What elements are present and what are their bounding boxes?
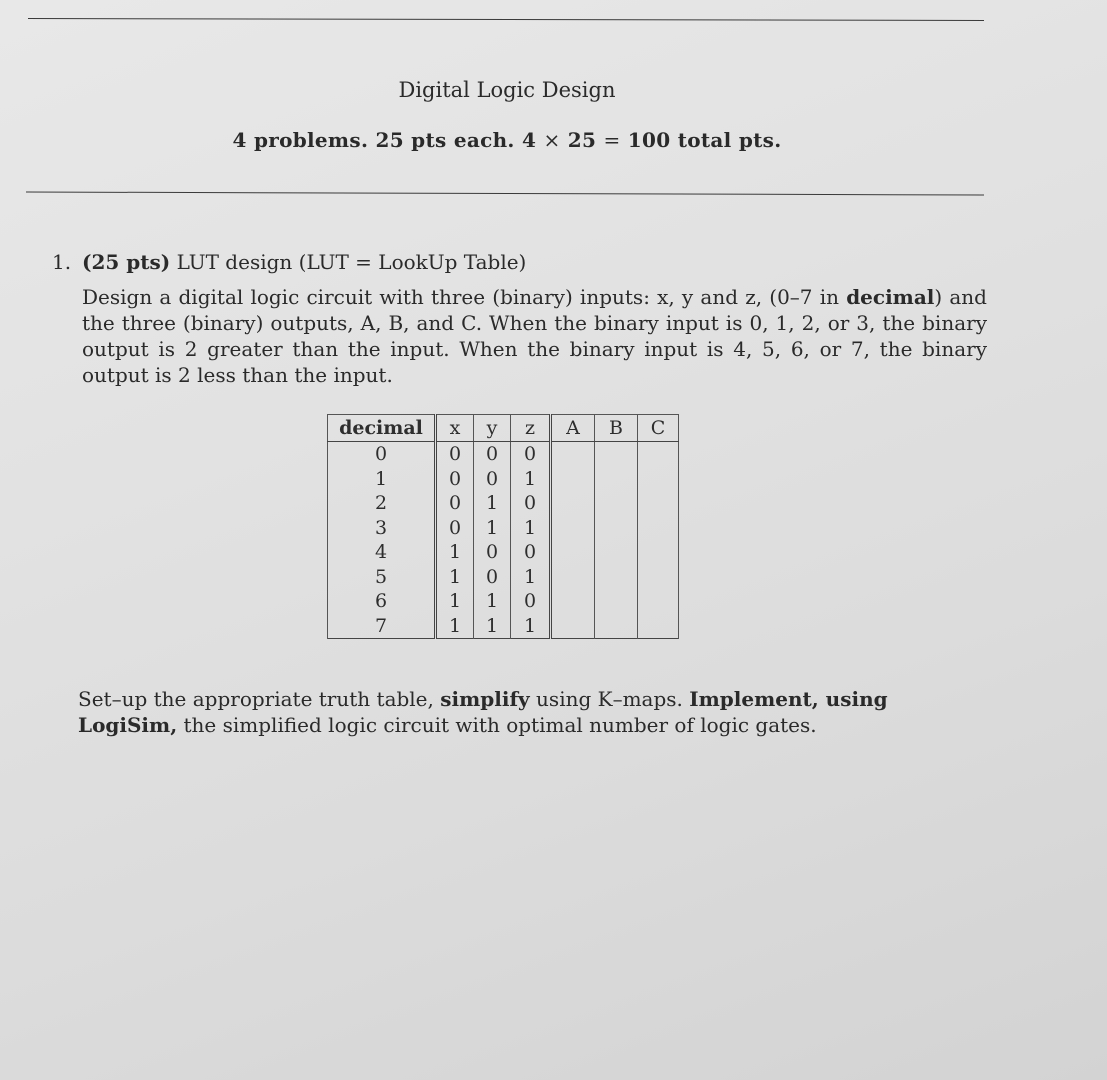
header-x: x bbox=[436, 415, 474, 442]
cell-x: 0 bbox=[436, 491, 474, 516]
desc-bold: decimal bbox=[846, 285, 935, 309]
cell-z: 0 bbox=[511, 589, 551, 614]
cell-x: 0 bbox=[436, 467, 474, 492]
cell-decimal: 0 bbox=[328, 442, 436, 467]
instructions bbox=[78, 686, 986, 738]
cell-b bbox=[595, 491, 638, 516]
cell-decimal: 5 bbox=[328, 565, 436, 590]
cell-c bbox=[638, 589, 679, 614]
summary-text: 4 problems. 25 pts each. 4 bbox=[232, 128, 537, 152]
cell-x: 1 bbox=[436, 589, 474, 614]
cell-y: 0 bbox=[474, 467, 511, 492]
cell-c bbox=[638, 491, 679, 516]
document-title: Digital Logic Design bbox=[398, 78, 616, 102]
cell-c bbox=[638, 540, 679, 565]
cell-x: 0 bbox=[436, 516, 474, 541]
problem-heading bbox=[52, 248, 987, 276]
truth-table-header bbox=[328, 415, 679, 442]
table-row bbox=[328, 540, 679, 565]
cell-a bbox=[551, 467, 595, 492]
instructions-bold-simplify: simplify bbox=[440, 687, 530, 711]
cell-x: 0 bbox=[436, 442, 474, 467]
cell-c bbox=[638, 442, 679, 467]
table-row bbox=[328, 442, 679, 467]
equals-symbol: = bbox=[603, 128, 621, 152]
problem-description bbox=[82, 284, 987, 388]
middle-rule bbox=[26, 191, 984, 195]
cell-b bbox=[595, 540, 638, 565]
cell-c bbox=[638, 614, 679, 639]
cell-y: 0 bbox=[474, 442, 511, 467]
cell-x: 1 bbox=[436, 614, 474, 639]
cell-decimal: 7 bbox=[328, 614, 436, 639]
desc-part-2: ) and the three (binary) outputs, A, B, and C. When the binary input is 0, 1, 2, or 3, the binary output is 2 greater than the input. When the binary input is 4, 5, 6, or 7, the binary output is 2 less than the input. bbox=[82, 285, 987, 387]
cell-b bbox=[595, 614, 638, 639]
header-c: C bbox=[638, 415, 679, 442]
cell-y: 0 bbox=[474, 540, 511, 565]
points-summary bbox=[0, 128, 1014, 152]
cell-z: 1 bbox=[511, 565, 551, 590]
cell-decimal: 4 bbox=[328, 540, 436, 565]
cell-a bbox=[551, 540, 595, 565]
cell-y: 1 bbox=[474, 516, 511, 541]
cell-b bbox=[595, 565, 638, 590]
cell-b bbox=[595, 516, 638, 541]
cell-decimal: 6 bbox=[328, 589, 436, 614]
cell-a bbox=[551, 589, 595, 614]
cell-decimal: 1 bbox=[328, 467, 436, 492]
cell-a bbox=[551, 516, 595, 541]
header-y: y bbox=[474, 415, 511, 442]
instructions-bold-implement: Implement, using LogiSim, bbox=[78, 687, 888, 737]
cell-decimal: 2 bbox=[328, 491, 436, 516]
cell-b bbox=[595, 589, 638, 614]
cell-c bbox=[638, 467, 679, 492]
cell-x: 1 bbox=[436, 540, 474, 565]
header-a: A bbox=[551, 415, 595, 442]
cell-a bbox=[551, 614, 595, 639]
cell-z: 0 bbox=[511, 540, 551, 565]
table-row bbox=[328, 565, 679, 590]
problem-points: (25 pts) bbox=[82, 250, 171, 274]
cell-y: 1 bbox=[474, 614, 511, 639]
cell-decimal: 3 bbox=[328, 516, 436, 541]
cell-c bbox=[638, 516, 679, 541]
table-row bbox=[328, 467, 679, 492]
top-rule bbox=[28, 18, 984, 21]
cell-z: 0 bbox=[511, 491, 551, 516]
cell-y: 0 bbox=[474, 565, 511, 590]
cell-a bbox=[551, 491, 595, 516]
cell-y: 1 bbox=[474, 589, 511, 614]
problem-1 bbox=[52, 248, 987, 388]
truth-table bbox=[327, 414, 679, 639]
table-row bbox=[328, 491, 679, 516]
times-symbol: × bbox=[543, 128, 561, 152]
table-row bbox=[328, 614, 679, 639]
cell-b bbox=[595, 442, 638, 467]
summary-end: 100 total pts. bbox=[627, 128, 782, 152]
instructions-part-2: using K–maps. bbox=[529, 687, 690, 711]
header-b: B bbox=[595, 415, 638, 442]
cell-c bbox=[638, 565, 679, 590]
cell-x: 1 bbox=[436, 565, 474, 590]
instructions-part-3: the simplified logic circuit with optimal number of logic gates. bbox=[177, 713, 817, 737]
cell-z: 1 bbox=[511, 614, 551, 639]
table-row bbox=[328, 516, 679, 541]
desc-part-1: Design a digital logic circuit with three (binary) inputs: x, y and z, (0–7 in bbox=[82, 285, 847, 309]
cell-a bbox=[551, 442, 595, 467]
cell-z: 1 bbox=[511, 516, 551, 541]
table-row bbox=[328, 589, 679, 614]
cell-z: 0 bbox=[511, 442, 551, 467]
cell-b bbox=[595, 467, 638, 492]
cell-y: 1 bbox=[474, 491, 511, 516]
cell-z: 1 bbox=[511, 467, 551, 492]
problem-number: 1. bbox=[52, 250, 72, 274]
header-decimal: decimal bbox=[328, 415, 436, 442]
cell-a bbox=[551, 565, 595, 590]
header-z: z bbox=[511, 415, 551, 442]
summary-mid: 25 bbox=[567, 128, 597, 152]
problem-title: LUT design (LUT = LookUp Table) bbox=[176, 250, 527, 274]
instructions-part-1: Set–up the appropriate truth table, bbox=[78, 687, 441, 711]
